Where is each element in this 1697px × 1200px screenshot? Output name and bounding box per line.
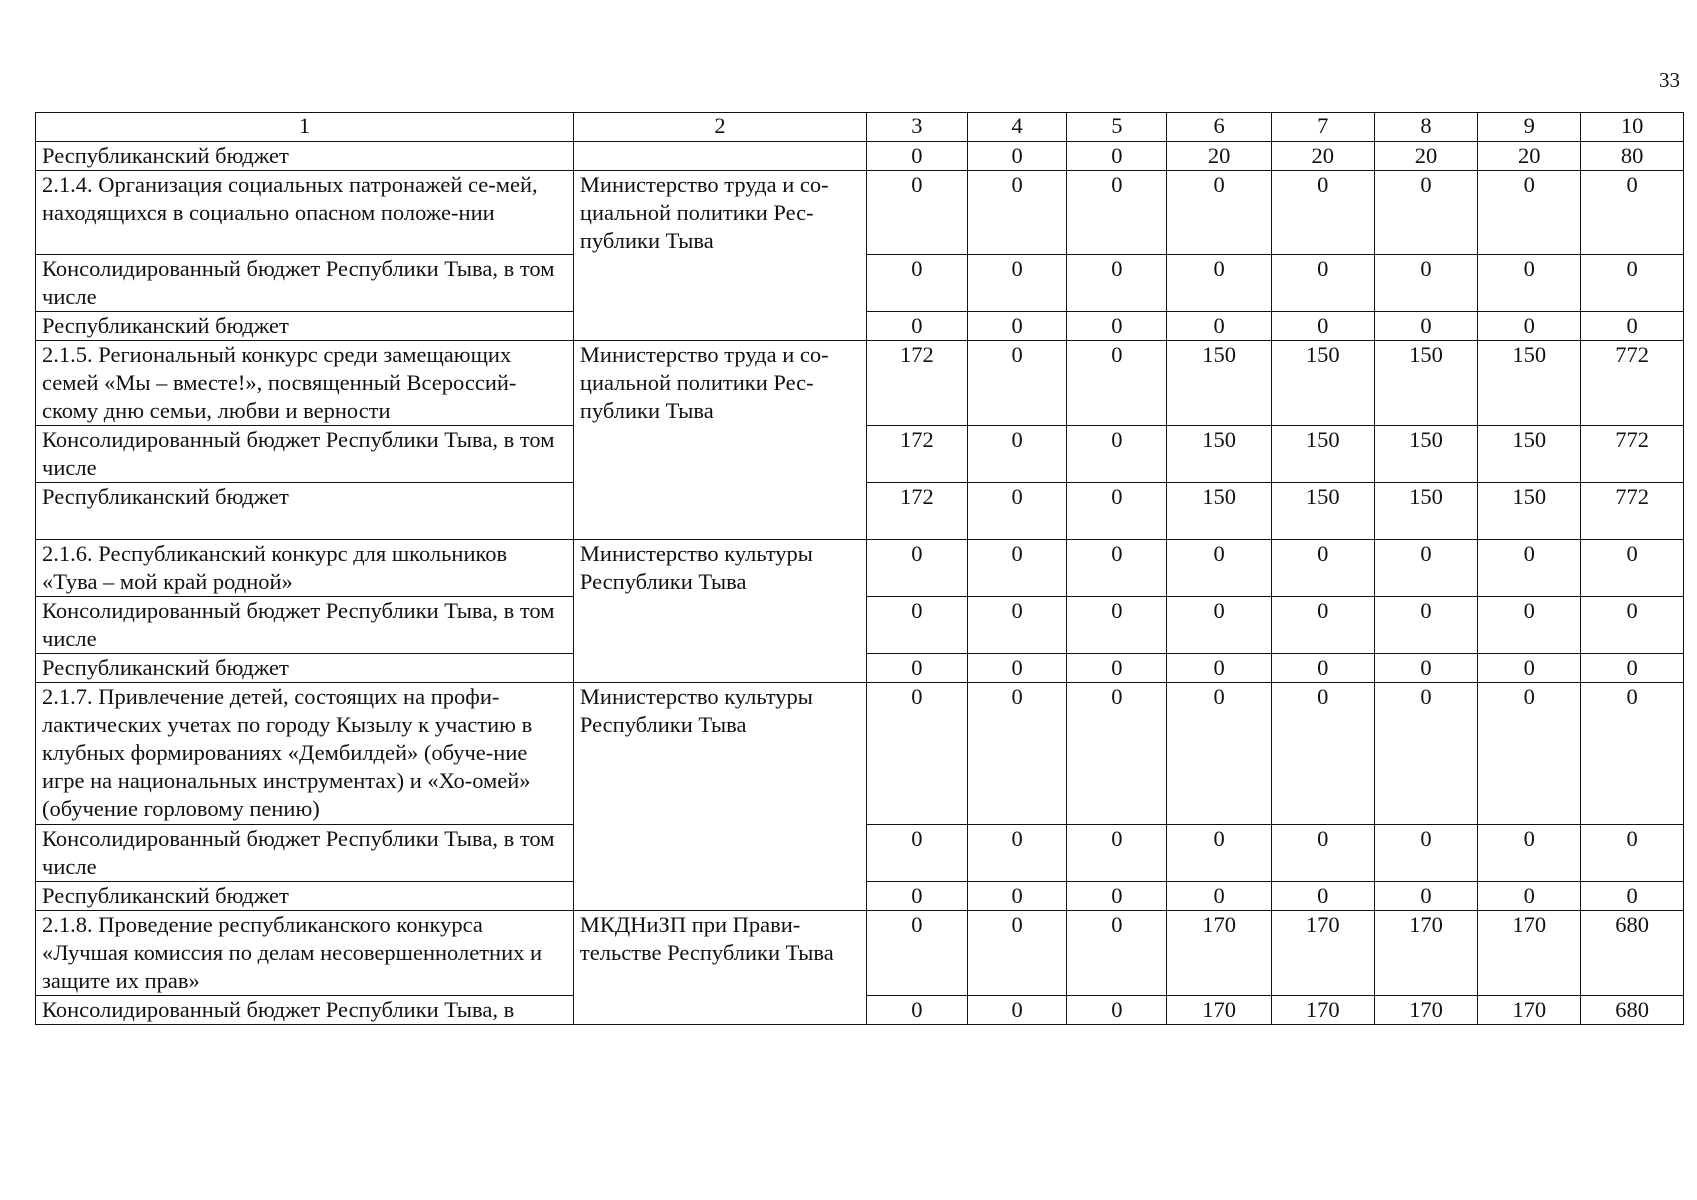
value-cell: 0 [1067, 597, 1167, 654]
value-cell: 0 [1374, 825, 1478, 882]
value-cell: 0 [1067, 825, 1167, 882]
value-cell: 0 [1374, 540, 1478, 597]
value-cell: 150 [1374, 341, 1478, 426]
value-cell: 0 [967, 825, 1067, 882]
value-cell: 80 [1581, 142, 1684, 171]
row-label: Консолидированный бюджет Республики Тыва, в [36, 996, 574, 1025]
value-cell: 0 [1478, 683, 1581, 825]
value-cell: 0 [1271, 312, 1374, 341]
value-cell: 150 [1167, 341, 1272, 426]
value-cell: 0 [967, 483, 1067, 540]
value-cell: 0 [1581, 171, 1684, 255]
value-cell: 0 [867, 996, 968, 1025]
row-label: Консолидированный бюджет Республики Тыва, в том числе [36, 255, 574, 312]
value-cell: 170 [1167, 996, 1272, 1025]
value-cell: 170 [1374, 911, 1478, 996]
value-cell: 0 [1478, 255, 1581, 312]
table-row [36, 171, 1684, 255]
value-cell: 150 [1374, 483, 1478, 540]
header-cell: 2 [573, 113, 866, 142]
value-cell: 0 [1271, 825, 1374, 882]
value-cell: 0 [967, 683, 1067, 825]
row-label: Консолидированный бюджет Республики Тыва, в том числе [36, 825, 574, 882]
value-cell: 0 [1067, 312, 1167, 341]
value-cell: 170 [1271, 911, 1374, 996]
value-cell: 0 [867, 597, 968, 654]
value-cell: 0 [967, 426, 1067, 483]
row-label: 2.1.8. Проведение республиканского конкурса «Лучшая комиссия по делам несовершеннолетних и защите их прав» [36, 911, 574, 996]
value-cell: 0 [1271, 171, 1374, 255]
value-cell: 0 [1374, 882, 1478, 911]
value-cell: 0 [1374, 312, 1478, 341]
header-cell: 6 [1167, 113, 1272, 142]
header-cell: 10 [1581, 113, 1684, 142]
value-cell: 0 [1167, 171, 1272, 255]
value-cell: 172 [867, 426, 968, 483]
value-cell: 150 [1478, 426, 1581, 483]
value-cell: 0 [1167, 597, 1272, 654]
value-cell: 0 [967, 597, 1067, 654]
value-cell: 0 [1167, 683, 1272, 825]
header-cell: 1 [36, 113, 574, 142]
header-cell: 5 [1067, 113, 1167, 142]
value-cell: 0 [1167, 540, 1272, 597]
value-cell: 20 [1374, 142, 1478, 171]
value-cell: 170 [1167, 911, 1272, 996]
value-cell: 680 [1581, 996, 1684, 1025]
row-label: Республиканский бюджет [36, 882, 574, 911]
row-label: Республиканский бюджет [36, 142, 574, 171]
value-cell: 0 [867, 540, 968, 597]
value-cell: 0 [1581, 683, 1684, 825]
value-cell: 0 [967, 142, 1067, 171]
table-header-row [36, 113, 1684, 142]
value-cell: 0 [1581, 882, 1684, 911]
value-cell: 150 [1478, 341, 1581, 426]
value-cell: 0 [1581, 654, 1684, 683]
value-cell: 0 [1478, 540, 1581, 597]
value-cell: 0 [867, 825, 968, 882]
value-cell: 0 [867, 654, 968, 683]
header-cell: 7 [1271, 113, 1374, 142]
row-label: Республиканский бюджет [36, 654, 574, 683]
value-cell: 0 [867, 882, 968, 911]
value-cell: 0 [1067, 683, 1167, 825]
row-label: Республиканский бюджет [36, 483, 574, 540]
value-cell: 0 [1374, 654, 1478, 683]
value-cell: 0 [1271, 255, 1374, 312]
value-cell: 20 [1271, 142, 1374, 171]
value-cell: 0 [1581, 312, 1684, 341]
executor-cell: Министерство культуры Республики Тыва [573, 540, 866, 683]
value-cell: 0 [967, 312, 1067, 341]
value-cell: 0 [1271, 540, 1374, 597]
value-cell: 150 [1271, 483, 1374, 540]
row-label: Республиканский бюджет [36, 312, 574, 341]
value-cell: 0 [1581, 597, 1684, 654]
value-cell: 0 [1271, 654, 1374, 683]
value-cell: 0 [967, 171, 1067, 255]
value-cell: 0 [1067, 142, 1167, 171]
table-row [36, 540, 1684, 597]
value-cell: 772 [1581, 341, 1684, 426]
value-cell: 0 [1067, 483, 1167, 540]
executor-cell [573, 142, 866, 171]
row-label: 2.1.7. Привлечение детей, состоящих на профи-лактических учетах по городу Кызылу к участию в клубных формированиях «Дембилдей» (обуче-ние игре на национальных инструментах) и «Хо-омей» (обучение горловому пению) [36, 683, 574, 825]
value-cell: 170 [1374, 996, 1478, 1025]
row-label: Консолидированный бюджет Республики Тыва, в том числе [36, 426, 574, 483]
value-cell: 0 [1067, 171, 1167, 255]
value-cell: 0 [967, 255, 1067, 312]
value-cell: 0 [1478, 882, 1581, 911]
value-cell: 0 [1067, 341, 1167, 426]
value-cell: 772 [1581, 483, 1684, 540]
value-cell: 150 [1271, 341, 1374, 426]
value-cell: 0 [1374, 683, 1478, 825]
value-cell: 0 [1167, 654, 1272, 683]
value-cell: 170 [1271, 996, 1374, 1025]
executor-cell: Министерство труда и со-циальной политики Рес-публики Тыва [573, 341, 866, 540]
value-cell: 680 [1581, 911, 1684, 996]
value-cell: 0 [1271, 683, 1374, 825]
value-cell: 0 [1067, 654, 1167, 683]
value-cell: 20 [1167, 142, 1272, 171]
value-cell: 0 [867, 312, 968, 341]
table-row [36, 911, 1684, 996]
value-cell: 0 [1478, 312, 1581, 341]
value-cell: 150 [1167, 483, 1272, 540]
value-cell: 172 [867, 341, 968, 426]
executor-cell: Министерство труда и со-циальной политики Рес-публики Тыва [573, 171, 866, 341]
value-cell: 0 [1167, 825, 1272, 882]
value-cell: 0 [1067, 255, 1167, 312]
header-cell: 9 [1478, 113, 1581, 142]
value-cell: 172 [867, 483, 968, 540]
value-cell: 0 [1581, 540, 1684, 597]
value-cell: 0 [967, 882, 1067, 911]
value-cell: 0 [867, 255, 968, 312]
value-cell: 170 [1478, 996, 1581, 1025]
value-cell: 0 [967, 654, 1067, 683]
row-label: Консолидированный бюджет Республики Тыва, в том числе [36, 597, 574, 654]
value-cell: 0 [1478, 825, 1581, 882]
value-cell: 772 [1581, 426, 1684, 483]
value-cell: 0 [1374, 171, 1478, 255]
value-cell: 0 [867, 683, 968, 825]
value-cell: 0 [1067, 911, 1167, 996]
value-cell: 0 [1067, 882, 1167, 911]
table-row [36, 341, 1684, 426]
value-cell: 0 [967, 911, 1067, 996]
value-cell: 0 [1167, 882, 1272, 911]
value-cell: 0 [867, 911, 968, 996]
value-cell: 0 [1374, 255, 1478, 312]
value-cell: 150 [1271, 426, 1374, 483]
value-cell: 0 [867, 142, 968, 171]
value-cell: 0 [967, 996, 1067, 1025]
value-cell: 20 [1478, 142, 1581, 171]
value-cell: 150 [1478, 483, 1581, 540]
value-cell: 0 [1478, 597, 1581, 654]
value-cell: 0 [967, 341, 1067, 426]
header-cell: 4 [967, 113, 1067, 142]
value-cell: 0 [1374, 597, 1478, 654]
value-cell: 0 [1478, 171, 1581, 255]
value-cell: 0 [1067, 996, 1167, 1025]
page-number: 33 [1659, 68, 1680, 92]
value-cell: 0 [1167, 255, 1272, 312]
row-label: 2.1.5. Региональный конкурс среди замещающих семей «Мы – вместе!», посвященный Всероссий-скому дню семьи, любви и верности [36, 341, 574, 426]
header-cell: 8 [1374, 113, 1478, 142]
value-cell: 0 [1271, 882, 1374, 911]
value-cell: 150 [1167, 426, 1272, 483]
value-cell: 0 [967, 540, 1067, 597]
value-cell: 0 [1067, 426, 1167, 483]
value-cell: 170 [1478, 911, 1581, 996]
row-label: 2.1.6. Республиканский конкурс для школьников «Тува – мой край родной» [36, 540, 574, 597]
executor-cell: МКДНиЗП при Прави-тельстве Республики Тыва [573, 911, 866, 1025]
header-cell: 3 [867, 113, 968, 142]
value-cell: 0 [1271, 597, 1374, 654]
value-cell: 0 [1478, 654, 1581, 683]
value-cell: 0 [867, 171, 968, 255]
row-label: 2.1.4. Организация социальных патронажей се-мей, находящихся в социально опасном положе-нии [36, 171, 574, 255]
value-cell: 0 [1581, 825, 1684, 882]
table-row [36, 683, 1684, 825]
value-cell: 0 [1067, 540, 1167, 597]
value-cell: 0 [1167, 312, 1272, 341]
table-row [36, 142, 1684, 171]
executor-cell: Министерство культуры Республики Тыва [573, 683, 866, 911]
budget-table [35, 112, 1684, 1025]
value-cell: 0 [1581, 255, 1684, 312]
value-cell: 150 [1374, 426, 1478, 483]
